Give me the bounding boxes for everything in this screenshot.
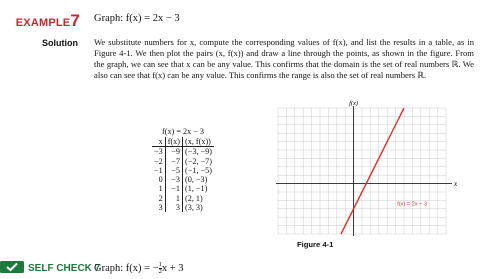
table-row: [152, 166, 214, 175]
line-label: f(x) = 2x − 3: [397, 201, 428, 208]
table-header-x: x: [152, 137, 165, 147]
table-cell-pair: (−3, −9): [185, 147, 212, 157]
y-axis-label: f(x): [349, 100, 359, 107]
self-check-prompt: [94, 262, 184, 275]
table-cell-fx: −5: [165, 166, 182, 175]
table-cell-fx: −3: [165, 175, 182, 184]
self-check-prompt-suffix: x + 3: [161, 262, 184, 274]
example-heading: [4, 11, 80, 31]
figure-caption: Figure 4-1: [297, 240, 334, 249]
example-prompt: Graph: f(x) = 2x − 3: [94, 13, 180, 24]
fraction-numerator: 1: [158, 261, 162, 268]
table-row: [152, 194, 214, 203]
solution-label: Solution: [42, 38, 78, 48]
example-label: EXAMPLE: [15, 17, 71, 29]
fraction-denominator: 2: [158, 268, 162, 275]
table-cell-pair: (0, −3): [185, 175, 208, 185]
table-cell-pair: (−2, −7): [185, 156, 212, 166]
table-cell-fx: −1: [165, 184, 182, 193]
table-cell-x: −3: [152, 147, 165, 157]
table-cell-fx: −9: [165, 147, 182, 157]
x-axis-label: x: [454, 180, 458, 189]
table-cell-pair: (1, −1): [185, 184, 208, 194]
solution-paragraph: We substitute numbers for x, compute the corresponding values of f(x), and list the results in a table, as in Figure 4-1. We then plot the pairs (x, f(x)) and draw a line through the points, as shown in the figure. From the graph, we can see that x can be any value. This confirms that the domain is the set of real numbers ℝ. We also can see that f(x) can be any value. This confirms the range is also the set of real numbers ℝ.: [94, 37, 474, 81]
self-check-label: SELF CHECK 7: [28, 263, 101, 274]
graph-grid: [278, 108, 446, 234]
table-cell-fx: −7: [165, 157, 182, 166]
check-icon: [0, 261, 24, 273]
table-cell-fx: 3: [165, 203, 182, 212]
table-cell-x: 0: [152, 175, 165, 184]
table-row: [152, 157, 214, 166]
table: [152, 137, 214, 212]
table-header-pair: (x, f(x)): [183, 137, 214, 147]
table-header-row: [152, 137, 214, 147]
table-cell-x: 3: [152, 203, 165, 212]
table-cell-x: −2: [152, 157, 165, 166]
function-graph: [260, 100, 460, 238]
table-row: [152, 203, 214, 212]
table-cell-x: 1: [152, 184, 165, 193]
example-number: 7: [70, 11, 80, 30]
table-cell-x: 2: [152, 194, 165, 203]
table-cell-x: −1: [152, 166, 165, 175]
table-cell-pair: (2, 1): [185, 193, 203, 203]
function-line: [341, 108, 404, 234]
table-cell-pair: (−1, −5): [185, 165, 212, 175]
solution-text: [94, 37, 474, 81]
table-cell-fx: 1: [165, 194, 182, 203]
table-cell-pair: (3, 3): [185, 203, 203, 213]
table-title: f(x) = 2x − 3: [162, 127, 204, 136]
graph-axes: [276, 106, 452, 236]
table-row: [152, 175, 214, 184]
table-row: [152, 184, 214, 193]
self-check-heading: [0, 261, 100, 274]
table-row: [152, 147, 214, 157]
self-check-prompt-prefix: Graph: f(x) = −: [94, 262, 159, 274]
table-header-fx: f(x): [165, 137, 182, 147]
value-table: [152, 127, 214, 212]
